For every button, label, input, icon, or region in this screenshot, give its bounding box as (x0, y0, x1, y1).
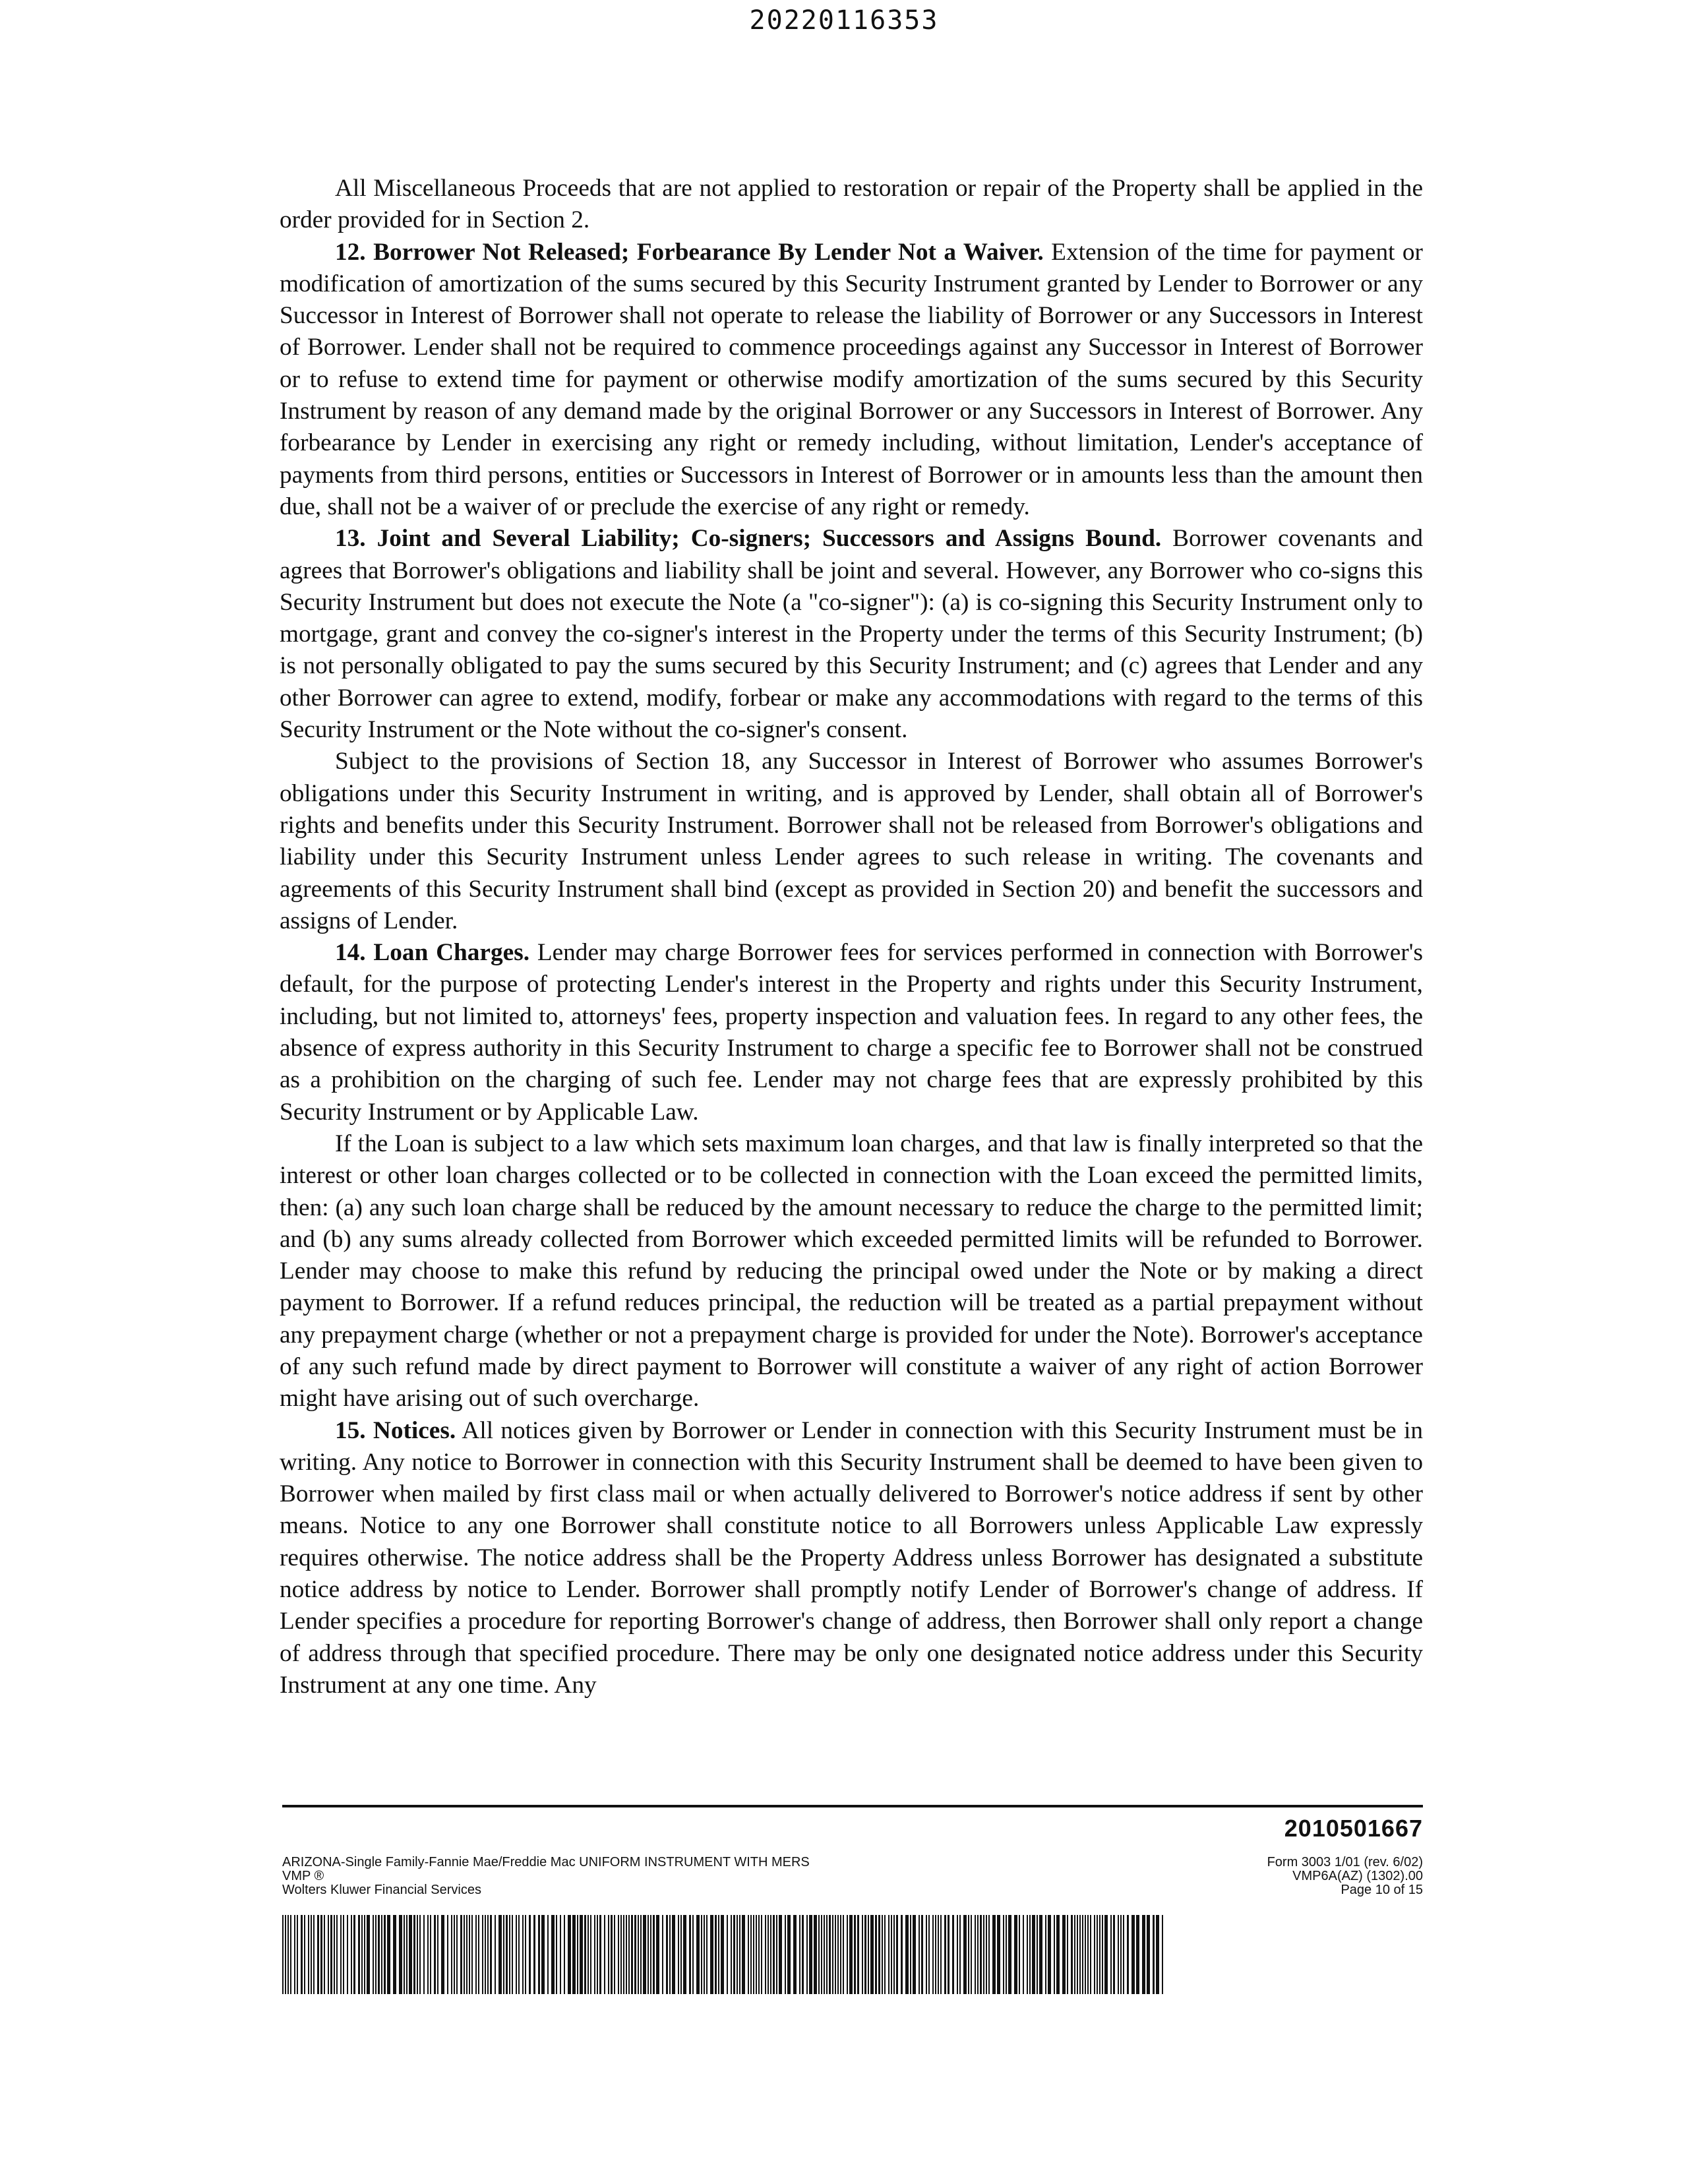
footer-divider (282, 1805, 1423, 1807)
paragraph-text: All notices given by Borrower or Lender in connection with this Security Instrument must be in writing. Any notice to Borrower in connection with this Security Instrument shall be deemed to have been given to Borrower when mailed by first class mail or when actually delivered to Borrower's notice address if sent by other means. Notice to any one Borrower shall constitute notice to all Borrowers unless Applicable Law expressly requires otherwise. The notice address shall be the Property Address unless Borrower has designated a substitute notice address by notice to Lender. Borrower shall promptly notify Lender of Borrower's change of address. If Lender specifies a procedure for reporting Borrower's change of address, then Borrower shall only report a change of address through that specified procedure. There may be only one designated notice address under this Security Instrument at any one time. Any (280, 1416, 1423, 1699)
paragraph-text: Borrower covenants and agrees that Borrower's obligations and liability shall be joint and several. However, any Borrower who co-signs this Security Instrument but does not execute the Note (a "co-signer"): (a) is co-signing this Security Instrument only to mortgage, grant and convey the co-signer's interest in the Property under the terms of this Security Instrument; (b) is not personally obligated to pay the sums secured by this Security Instrument; and (c) agrees that Lender and any other Borrower can agree to extend, modify, forbear or make any accommodations with regard to the terms of this Security Instrument or the Note without the co-signer's consent. (280, 525, 1423, 744)
form-number: Form 3003 1/01 (rev. 6/02) (1267, 1855, 1423, 1869)
recording-number: 20220116353 (749, 5, 939, 36)
form-title: ARIZONA-Single Family-Fannie Mae/Freddie Mac UNIFORM INSTRUMENT WITH MERS (282, 1855, 810, 1869)
document-body (280, 173, 1423, 1701)
form-identification (282, 1856, 810, 1897)
form-reference (1267, 1856, 1423, 1897)
paragraph-text: All Miscellaneous Proceeds that are not applied to restoration or repair of the Property shall be applied in the order provided for in Section 2. (280, 175, 1423, 234)
paragraph-text: Subject to the provisions of Section 18, any Successor in Interest of Borrower who assumes Borrower's obligations under this Security Instrument in writing, and is approved by Lender, shall obtain all of Borrower's rights and benefits under this Security Instrument. Borrower shall not be released from Borrower's obligations and liability under this Security Instrument unless Lender agrees to such release in writing. The covenants and agreements of this Security Instrument shall bind (except as provided in Section 20) and benefit the successors and assigns of Lender. (280, 748, 1423, 934)
paragraph-text: If the Loan is subject to a law which sets maximum loan charges, and that law is finally interpreted so that the interest or other loan charges collected or to be collected in connection with the Loan exceed the permitted limits, then: (a) any such loan charge shall be reduced by the amount necessary to reduce the charge to the permitted limit; and (b) any sums already collected from Borrower which exceeded permitted limits will be refunded to Borrower. Lender may choose to make this refund by reducing the principal owed under the Note or by making a direct payment to Borrower. If a refund reduces principal, the reduction will be treated as a partial prepayment without any prepayment charge (whether or not a prepayment charge is provided for under the Note). Borrower's acceptance of any such refund made by direct payment to Borrower will constitute a waiver of any right of action Borrower might have arising out of such overcharge. (280, 1130, 1423, 1412)
paragraph-text: Extension of the time for payment or modification of amortization of the sums secured by this Security Instrument granted by Lender to Borrower or any Successor in Interest of Borrower shall not operate to release the liability of Borrower or any Successors in Interest of Borrower. Lender shall not be required to commence proceedings against any Successor in Interest of Borrower or to refuse to extend time for payment or otherwise modify amortization of the sums secured by this Security Instrument by reason of any demand made by the original Borrower or any Successors in Interest of Borrower. Any forbearance by Lender in exercising any right or remedy including, without limitation, Lender's acceptance of payments from third persons, entities or Successors in Interest of Borrower or in amounts less than the amount then due, shall not be a waiver of or preclude the exercise of any right or remedy. (280, 238, 1423, 520)
barcode (282, 1915, 1167, 1994)
form-code: VMP6A(AZ) (1302).00 (1292, 1869, 1423, 1883)
section-13-paragraph (280, 523, 1423, 746)
section-heading: 15. Notices. (335, 1416, 456, 1444)
paragraph-text: Lender may charge Borrower fees for services performed in connection with Borrower's default, for the purpose of protecting Lender's interest in the Property and rights under this Security Instrument, including, but not limited to, attorneys' fees, property inspection and valuation fees. In regard to any other fees, the absence of express authority in this Security Instrument to charge a specific fee to Borrower shall not be construed as a prohibition on the charging of such fee. Lender may not charge fees that are expressly prohibited by this Security Instrument or by Applicable Law. (280, 939, 1423, 1126)
publisher: Wolters Kluwer Financial Services (282, 1883, 481, 1897)
section-14-paragraph (280, 937, 1423, 1128)
section-13-continuation (280, 746, 1423, 937)
section-15-paragraph (280, 1415, 1423, 1702)
section-heading: 14. Loan Charges. (335, 939, 530, 967)
page-number: Page 10 of 15 (1341, 1883, 1423, 1897)
section-12-paragraph (280, 237, 1423, 524)
paragraph-misc-proceeds (280, 173, 1423, 237)
section-heading: 12. Borrower Not Released; Forbearance By Lender Not a Waiver. (335, 238, 1044, 266)
loan-number: 2010501667 (1284, 1815, 1423, 1842)
section-heading: 13. Joint and Several Liability; Co-signers; Successors and Assigns Bound. (335, 525, 1162, 553)
section-14-continuation (280, 1128, 1423, 1415)
vendor-mark: VMP ® (282, 1869, 324, 1883)
